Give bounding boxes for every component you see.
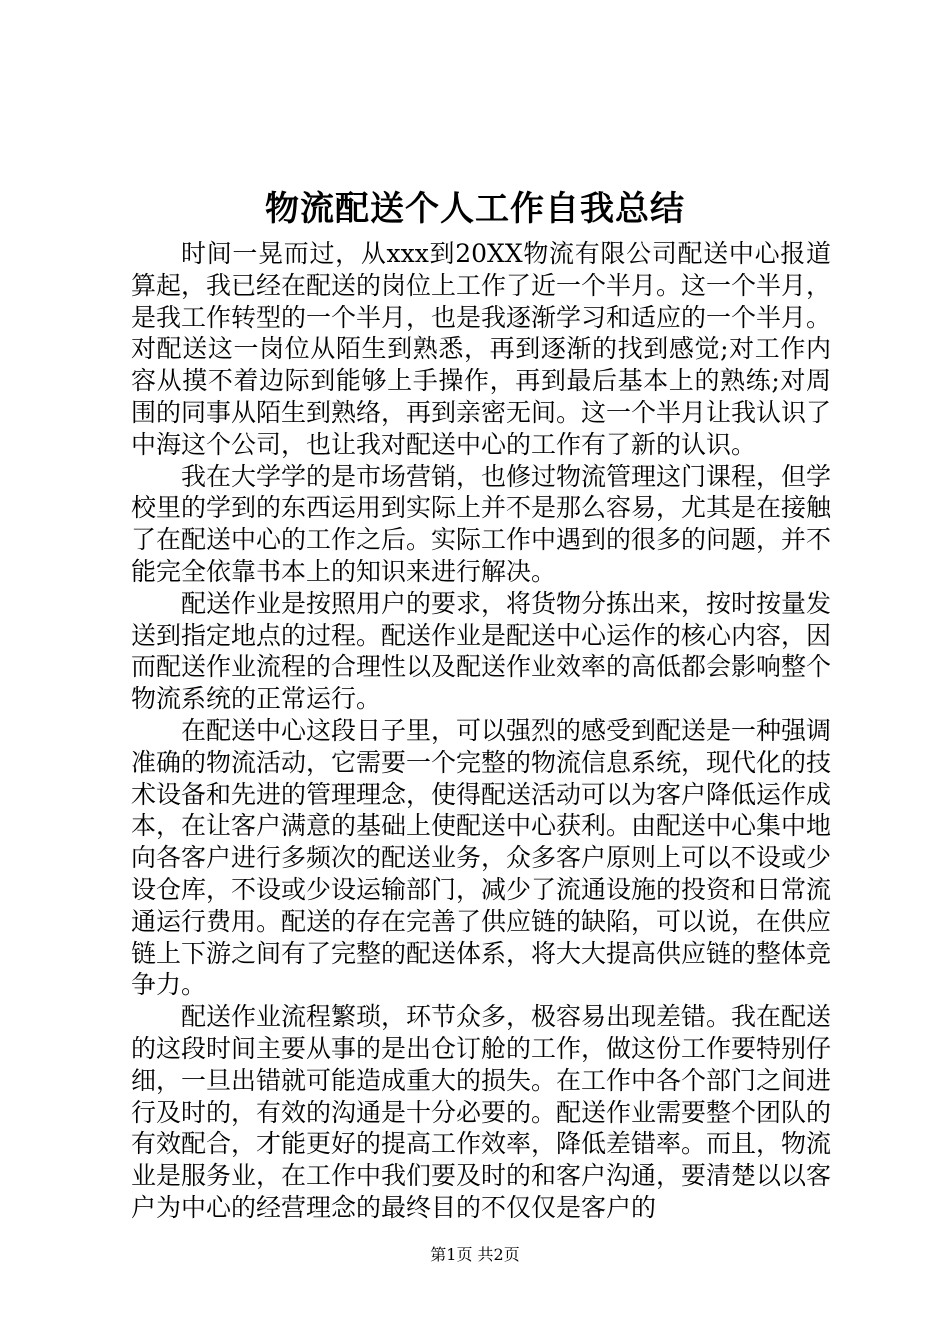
paragraph-4: 在配送中心这段日子里，可以强烈的感受到配送是一种强调准确的物流活动，它需要一个完整的物流信息系统，现代化的技术设备和先进的管理理念，使得配送活动可以为客户降低运作成本，在让客户满意的基础上使配送中心获利。由配送中心集中地向各客户进行多频次的配送业务，众多客户原则上可以不设或少设仓库，不设或少设运输部门，减少了流通设施的投资和日常流通运行费用。配送的存在完善了供应链的缺陷，可以说，在供应链上下游之间有了完整的配送体系，将大大提高供应链的整体竞争力。 <box>131 715 832 1000</box>
document-body <box>131 238 831 1224</box>
paragraph-3: 配送作业是按照用户的要求，将货物分拣出来，按时按量发送到指定地点的过程。配送作业是配送中心运作的核心内容，因而配送作业流程的合理性以及配送作业效率的高低都会影响整个物流系统的正常运行。 <box>131 588 832 714</box>
page-number-footer: 第1页 共2页 <box>430 1245 520 1264</box>
paragraph-1: 时间一晃而过，从xxx到20XX物流有限公司配送中心报道算起，我已经在配送的岗位上工作了近一个半月。这一个半月，是我工作转型的一个半月，也是我逐渐学习和适应的一个半月。对配送这一岗位从陌生到熟悉，再到逐渐的找到感觉;对工作内容从摸不着边际到能够上手操作，再到最后基本上的熟练;对周围的同事从陌生到熟络，再到亲密无间。这一个半月让我认识了中海这个公司，也让我对配送中心的工作有了新的认识。 <box>131 239 832 459</box>
paragraph-2: 我在大学学的是市场营销，也修过物流管理这门课程，但学校里的学到的东西运用到实际上并不是那么容易，尤其是在接触了在配送中心的工作之后。实际工作中遇到的很多的问题，并不能完全依靠书本上的知识来进行解决。 <box>131 461 832 586</box>
paragraph-5: 配送作业流程繁琐，环节众多，极容易出现差错。我在配送的这段时间主要从事的是出仓订舱的工作，做这份工作要特别仔细，一旦出错就可能造成重大的损失。在工作中各个部门之间进行及时的，有效的沟通是十分必要的。配送作业需要整个团队的有效配合，才能更好的提高工作效率，降低差错率。而且，物流业是服务业，在工作中我们要及时的和客户沟通，要清楚以以客户为中心的经营理念的最终目的不仅仅是客户的 <box>131 1002 832 1222</box>
document-title: 物流配送个人工作自我总结 <box>265 189 685 229</box>
